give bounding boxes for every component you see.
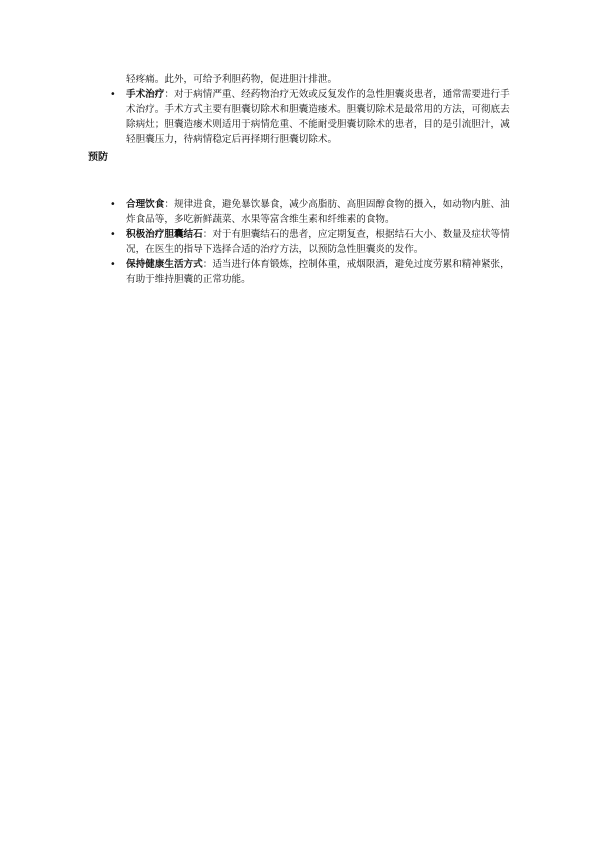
list-item-diet <box>0 197 595 227</box>
list-item-term: 合理饮食 <box>126 199 165 210</box>
treatment-list <box>0 87 595 147</box>
bullet-icon: • <box>110 199 116 210</box>
list-item-gallstones <box>0 227 595 257</box>
list-item-body: ：对于病情严重、经药物治疗无效或反复发作的急性胆囊炎患者，通常需要进行手术治疗。手术方式主要有胆囊切除术和胆囊造瘘术。胆囊切除术是最常用的方法，可彻底去除病灶；胆囊造瘘术则适用于病情危重、不能耐受胆囊切除术的患者，目的是引流胆汁，减轻胆囊压力，待病情稳定后再择期行胆囊切除术。 <box>126 89 510 145</box>
prevention-heading: 预防 <box>88 152 108 163</box>
list-item-text <box>126 87 512 147</box>
list-item-body: ：规律进食，避免暴饮暴食，减少高脂肪、高胆固醇食物的摄入，如动物内脏、油炸食品等，多吃新鲜蔬菜、水果等富含维生素和纤维素的食物。 <box>126 199 510 225</box>
bullet-icon: • <box>110 259 116 270</box>
continuation-paragraph: 轻疼痛。此外，可给予利胆药物，促进胆汁排泄。 <box>126 74 338 85</box>
list-item-body: ：适当进行体育锻炼，控制体重，戒烟限酒，避免过度劳累和精神紧张，有助于维持胆囊的正常功能。 <box>126 259 510 285</box>
list-item-term: 保持健康生活方式 <box>126 259 203 270</box>
list-item-lifestyle <box>0 257 595 287</box>
list-item-text <box>126 197 512 227</box>
list-item-text <box>126 257 512 287</box>
list-item-term: 手术治疗 <box>126 89 165 100</box>
list-item-text <box>126 227 512 257</box>
bullet-icon: • <box>110 229 116 240</box>
list-item-body: ：对于有胆囊结石的患者，应定期复查，根据结石大小、数量及症状等情况，在医生的指导下选择合适的治疗方法，以预防急性胆囊炎的发作。 <box>126 229 510 255</box>
list-item-surgery <box>0 87 595 147</box>
list-item-term: 积极治疗胆囊结石 <box>126 229 203 240</box>
bullet-icon: • <box>110 89 116 100</box>
prevention-list <box>0 197 595 287</box>
